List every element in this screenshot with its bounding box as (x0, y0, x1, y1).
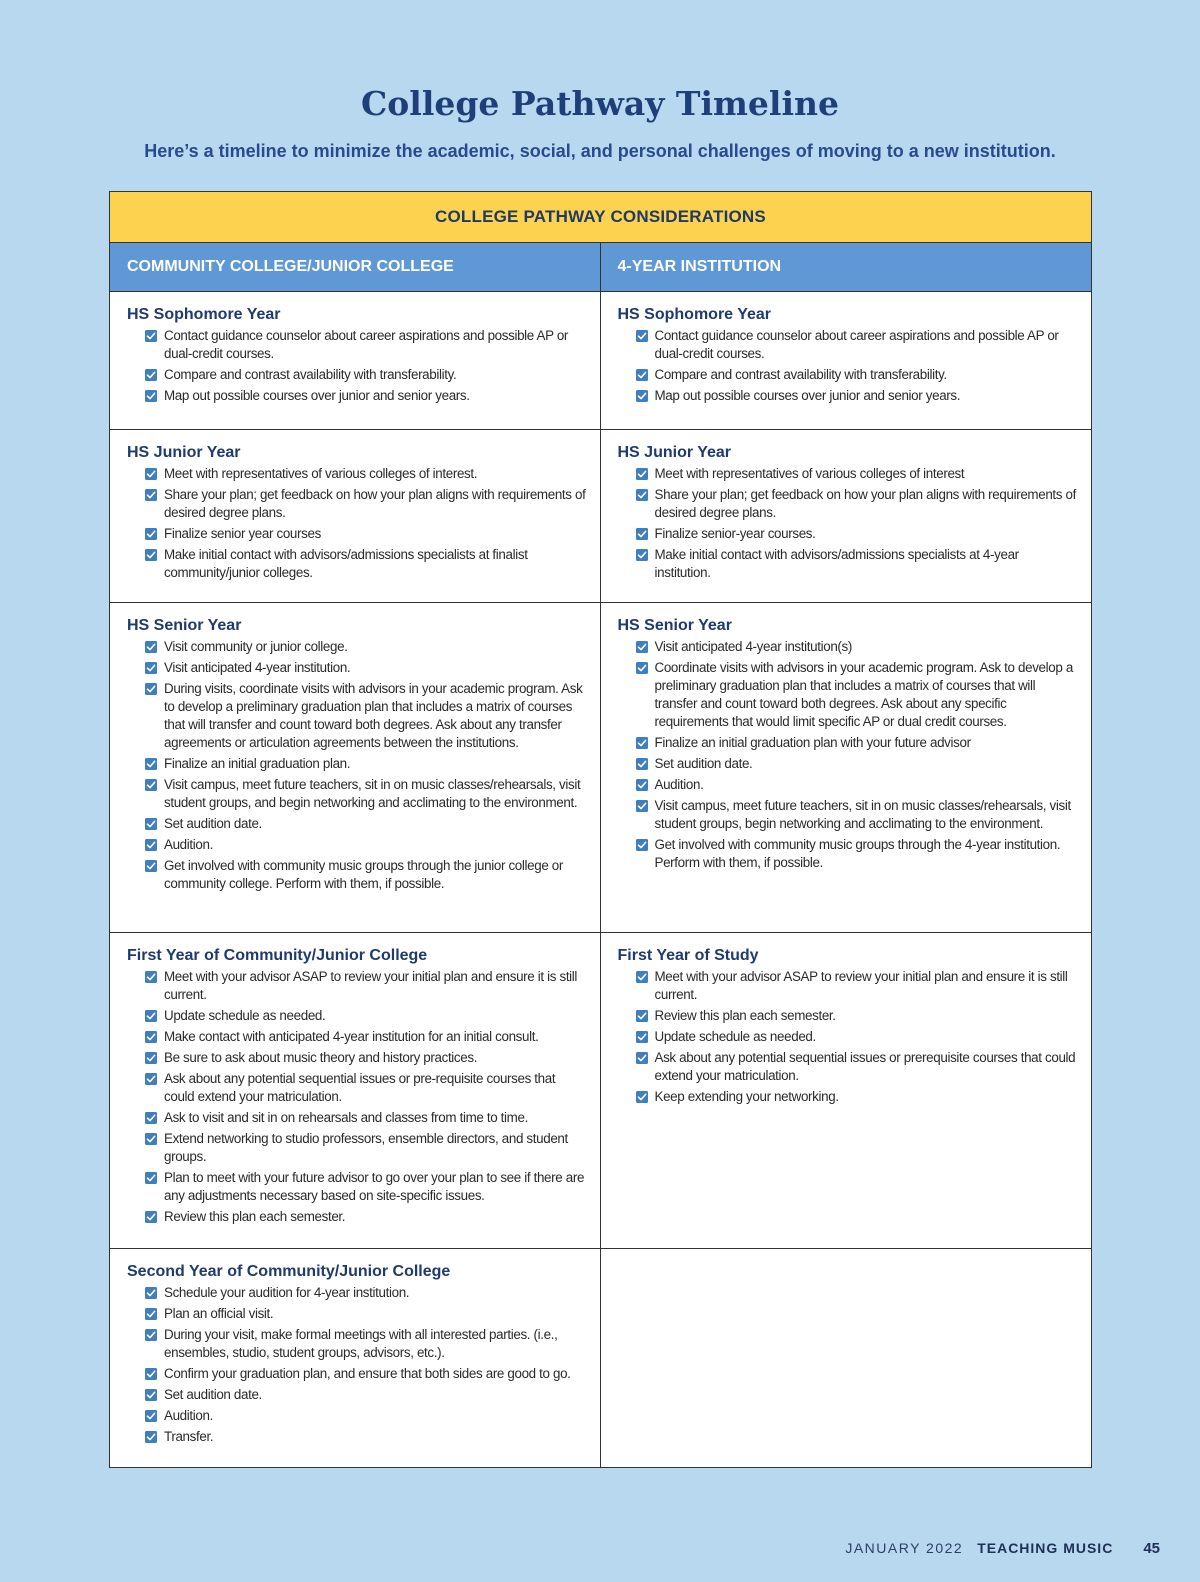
checklist-item (145, 366, 586, 384)
checklist-item (636, 659, 1078, 731)
checkbox-checked-icon (636, 1031, 648, 1043)
checklist-item (145, 638, 586, 656)
checklist-item (636, 387, 1078, 405)
checklist-item-text: Finalize senior year courses (164, 526, 321, 541)
checklist-item (145, 1284, 586, 1302)
checklist-item (145, 680, 586, 752)
checkbox-checked-icon (145, 1031, 157, 1043)
checkbox-checked-icon (636, 1052, 648, 1064)
table-row (110, 603, 1091, 933)
checklist-item-text: Ask to visit and sit in on rehearsals and classes from time to time. (164, 1110, 528, 1125)
checklist-item-text: Confirm your graduation plan, and ensure that both sides are good to go. (164, 1366, 571, 1381)
checkbox-checked-icon (145, 1172, 157, 1184)
checklist-item-text: Meet with representatives of various colleges of interest. (164, 466, 478, 481)
checklist-item-text: Extend networking to studio professors, ensemble directors, and student groups. (164, 1131, 568, 1164)
page-number: 45 (1143, 1540, 1160, 1557)
checkbox-checked-icon (636, 549, 648, 561)
checklist-item-text: Audition. (164, 837, 213, 852)
checkbox-checked-icon (145, 1389, 157, 1401)
checklist-item-text: Update schedule as needed. (654, 1029, 816, 1044)
checkbox-checked-icon (636, 1010, 648, 1022)
checklist-item (145, 1169, 586, 1205)
checklist-item-text: Make contact with anticipated 4-year institution for an initial consult. (164, 1029, 539, 1044)
checklist-item-text: Meet with your advisor ASAP to review your initial plan and ensure it is still current. (654, 969, 1068, 1002)
section-title: First Year of Study (617, 947, 759, 964)
checklist-item-text: Get involved with community music groups through the junior college or community college. Perform with them, if possible. (164, 858, 563, 891)
page-subtitle: Here’s a timeline to minimize the academic, social, and personal challenges of moving to a new institution. (144, 141, 1056, 161)
table-row (110, 430, 1091, 603)
section-title: HS Senior Year (617, 617, 732, 634)
checkbox-checked-icon (145, 1010, 157, 1022)
checkbox-checked-icon (636, 489, 648, 501)
cell-community-college (110, 603, 601, 932)
checklist-item (145, 525, 586, 543)
cell-4-year-institution (601, 292, 1092, 429)
checklist-item (145, 755, 586, 773)
checkbox-checked-icon (145, 662, 157, 674)
checkbox-checked-icon (636, 369, 648, 381)
cell-4-year-institution (601, 430, 1092, 602)
cell-community-college (110, 292, 601, 429)
checklist-item (636, 546, 1078, 582)
checklist (618, 465, 1078, 582)
checklist (127, 1284, 586, 1446)
checklist-item (636, 465, 1078, 483)
checklist-item-text: Set audition date. (164, 816, 262, 831)
checkbox-checked-icon (636, 330, 648, 342)
checkbox-checked-icon (145, 1211, 157, 1223)
checklist-item (636, 797, 1078, 833)
checklist-item (636, 638, 1078, 656)
checkbox-checked-icon (145, 528, 157, 540)
checkbox-checked-icon (145, 1308, 157, 1320)
checkbox-checked-icon (636, 641, 648, 653)
checklist (127, 327, 586, 405)
checklist-item-text: Get involved with community music groups through the 4-year institution. Perform with them, if possible. (654, 837, 1061, 870)
checklist-item-text: Coordinate visits with advisors in your academic program. Ask to develop a preliminary graduation plan that includes a matrix of courses that will transfer and count toward both degrees. Ask about any specific requirements that would limit specific AP or dual credit courses. (654, 660, 1073, 729)
checkbox-checked-icon (145, 468, 157, 480)
checkbox-checked-icon (145, 971, 157, 983)
checklist-item-text: Meet with representatives of various colleges of interest (654, 466, 965, 481)
checklist-item (145, 1109, 586, 1127)
checklist-item-text: Schedule your audition for 4-year institution. (164, 1285, 410, 1300)
checkbox-checked-icon (636, 971, 648, 983)
checklist-item (636, 968, 1078, 1004)
pathway-table (109, 191, 1092, 1468)
checklist-item-text: Map out possible courses over junior and senior years. (654, 388, 961, 403)
checkbox-checked-icon (145, 549, 157, 561)
checklist (618, 638, 1078, 872)
checklist-item-text: Review this plan each semester. (164, 1209, 346, 1224)
section-title: HS Senior Year (127, 617, 242, 634)
checklist-item (145, 836, 586, 854)
checklist-item (145, 1130, 586, 1166)
checklist-item-text: Contact guidance counselor about career aspirations and possible AP or dual-credit courses. (164, 328, 569, 361)
table-column-headers (110, 243, 1091, 292)
cell-4-year-institution (601, 1249, 1092, 1467)
checklist-item (636, 327, 1078, 363)
checklist-item (636, 1007, 1078, 1025)
checklist-item (636, 755, 1078, 773)
checklist-item (145, 776, 586, 812)
checkbox-checked-icon (145, 818, 157, 830)
cell-community-college (110, 933, 601, 1248)
checklist-item-text: Visit anticipated 4-year institution. (164, 660, 351, 675)
checklist-item-text: Visit campus, meet future teachers, sit in on music classes/rehearsals, visit student groups, begin networking and acclimating to the environment. (654, 798, 1071, 831)
checkbox-checked-icon (636, 758, 648, 770)
checklist-item (636, 1049, 1078, 1085)
checklist-item (145, 1305, 586, 1323)
checklist (127, 465, 586, 582)
checklist-item (145, 1049, 586, 1067)
section-title: HS Junior Year (127, 444, 241, 461)
checklist-item (636, 366, 1078, 384)
table-row (110, 292, 1091, 430)
checklist-item (145, 857, 586, 893)
checklist-item-text: Meet with your advisor ASAP to review your initial plan and ensure it is still current. (164, 969, 578, 1002)
checkbox-checked-icon (145, 779, 157, 791)
checkbox-checked-icon (636, 779, 648, 791)
table-body (110, 292, 1091, 1467)
checklist (127, 638, 586, 893)
checklist-item-text: Map out possible courses over junior and senior years. (164, 388, 470, 403)
checklist-item-text: Audition. (654, 777, 704, 792)
checkbox-checked-icon (145, 1073, 157, 1085)
checklist-item (145, 1007, 586, 1025)
checkbox-checked-icon (145, 1329, 157, 1341)
checklist-item-text: Keep extending your networking. (654, 1089, 839, 1104)
checklist-item (145, 465, 586, 483)
checkbox-checked-icon (145, 641, 157, 653)
checklist-item-text: Plan an official visit. (164, 1306, 274, 1321)
checklist (127, 968, 586, 1226)
checkbox-checked-icon (145, 330, 157, 342)
checklist-item (145, 1365, 586, 1383)
table-heading: COLLEGE PATHWAY CONSIDERATIONS (110, 192, 1091, 243)
table-row (110, 933, 1091, 1249)
checkbox-checked-icon (145, 860, 157, 872)
checklist-item-text: Audition. (164, 1408, 213, 1423)
checklist-item (636, 525, 1078, 543)
checklist-item-text: Visit anticipated 4-year institution(s) (654, 639, 852, 654)
checkbox-checked-icon (145, 369, 157, 381)
checklist-item-text: Review this plan each semester. (654, 1008, 836, 1023)
checklist-item (636, 836, 1078, 872)
checklist-item-text: Share your plan; get feedback on how your plan aligns with requirements of desired degree plans. (654, 487, 1076, 520)
section-title: Second Year of Community/Junior College (127, 1263, 451, 1280)
checklist (618, 968, 1078, 1106)
checkbox-checked-icon (636, 468, 648, 480)
checklist-item-text: Plan to meet with your future advisor to go over your plan to see if there are any adjustments necessary based on site-specific issues. (164, 1170, 585, 1203)
checklist-item-text: Update schedule as needed. (164, 1008, 326, 1023)
checkbox-checked-icon (145, 489, 157, 501)
checkbox-checked-icon (145, 1133, 157, 1145)
checklist-item-text: Visit community or junior college. (164, 639, 348, 654)
checklist-item (145, 486, 586, 522)
section-title: HS Junior Year (617, 444, 732, 461)
checklist-item-text: Compare and contrast availability with transferability. (164, 367, 457, 382)
section-title: HS Sophomore Year (617, 306, 772, 323)
checkbox-checked-icon (636, 662, 648, 674)
column-header-community-college: COMMUNITY COLLEGE/JUNIOR COLLEGE (110, 243, 601, 291)
checklist-item (145, 1386, 586, 1404)
checkbox-checked-icon (145, 1052, 157, 1064)
checklist-item (145, 968, 586, 1004)
cell-4-year-institution (601, 603, 1092, 932)
checklist-item (145, 815, 586, 833)
checklist-item (145, 1326, 586, 1362)
checklist-item (145, 1070, 586, 1106)
checklist-item (145, 1208, 586, 1226)
page-footer (845, 1540, 1160, 1557)
checkbox-checked-icon (145, 683, 157, 695)
checklist-item (636, 486, 1078, 522)
checklist-item-text: Ask about any potential sequential issues or prerequisite courses that could extend your matriculation. (654, 1050, 1076, 1083)
checklist-item-text: Transfer. (164, 1429, 214, 1444)
checklist-item (145, 1407, 586, 1425)
checkbox-checked-icon (145, 390, 157, 402)
cell-community-college (110, 1249, 601, 1467)
checkbox-checked-icon (145, 1431, 157, 1443)
checklist-item-text: Finalize an initial graduation plan with your future advisor (654, 735, 971, 750)
footer-date: JANUARY 2022 (845, 1540, 964, 1556)
checklist-item (636, 1088, 1078, 1106)
column-header-4-year-institution: 4-YEAR INSTITUTION (617, 258, 782, 275)
checkbox-checked-icon (145, 1287, 157, 1299)
checklist-item (145, 1428, 586, 1446)
checklist-item (145, 387, 586, 405)
checklist-item-text: Set audition date. (654, 756, 753, 771)
checklist-item (636, 776, 1078, 794)
cell-4-year-institution (601, 933, 1092, 1248)
checklist (618, 327, 1078, 405)
checklist-item-text: During visits, coordinate visits with advisors in your academic program. Ask to develop a preliminary graduation plan that includes a matrix of courses that will transfer and count toward both degrees. Ask about any transfer agreements or articulation agreements between the institutions. (164, 681, 583, 750)
checkbox-checked-icon (636, 800, 648, 812)
checkbox-checked-icon (145, 839, 157, 851)
checklist-item (145, 659, 586, 677)
checklist-item-text: Finalize an initial graduation plan. (164, 756, 351, 771)
checkbox-checked-icon (145, 758, 157, 770)
cell-community-college (110, 430, 601, 602)
checkbox-checked-icon (636, 390, 648, 402)
checklist-item (636, 1028, 1078, 1046)
section-title: HS Sophomore Year (127, 306, 281, 323)
checklist-item-text: Finalize senior-year courses. (654, 526, 816, 541)
checklist-item-text: Ask about any potential sequential issues or pre-requisite courses that could extend your matriculation. (164, 1071, 556, 1104)
checklist-item-text: Make initial contact with advisors/admissions specialists at finalist community/junior colleges. (164, 547, 528, 580)
checklist-item (145, 546, 586, 582)
checkbox-checked-icon (636, 1091, 648, 1103)
checkbox-checked-icon (145, 1112, 157, 1124)
checklist-item-text: Compare and contrast availability with transferability. (654, 367, 947, 382)
footer-magazine-name: TEACHING MUSIC (977, 1540, 1114, 1556)
table-row (110, 1249, 1091, 1467)
checklist-item-text: Set audition date. (164, 1387, 262, 1402)
checkbox-checked-icon (145, 1410, 157, 1422)
checklist-item-text: Contact guidance counselor about career aspirations and possible AP or dual-credit courses. (654, 328, 1059, 361)
checklist-item-text: Make initial contact with advisors/admissions specialists at 4-year institution. (654, 547, 1019, 580)
checkbox-checked-icon (636, 839, 648, 851)
checkbox-checked-icon (636, 737, 648, 749)
checkbox-checked-icon (145, 1368, 157, 1380)
checklist-item (145, 1028, 586, 1046)
checklist-item-text: During your visit, make formal meetings with all interested parties. (i.e., ensembles, studio, student groups, advisors, etc.). (164, 1327, 558, 1360)
checklist-item (636, 734, 1078, 752)
checklist-item-text: Share your plan; get feedback on how your plan aligns with requirements of desired degree plans. (164, 487, 586, 520)
checklist-item-text: Visit campus, meet future teachers, sit in on music classes/rehearsals, visit student groups, and begin networking and acclimating to the environment. (164, 777, 581, 810)
checkbox-checked-icon (636, 528, 648, 540)
checklist-item-text: Be sure to ask about music theory and history practices. (164, 1050, 478, 1065)
section-title: First Year of Community/Junior College (127, 947, 428, 964)
page-title: College Pathway Timeline (361, 84, 839, 123)
checklist-item (145, 327, 586, 363)
